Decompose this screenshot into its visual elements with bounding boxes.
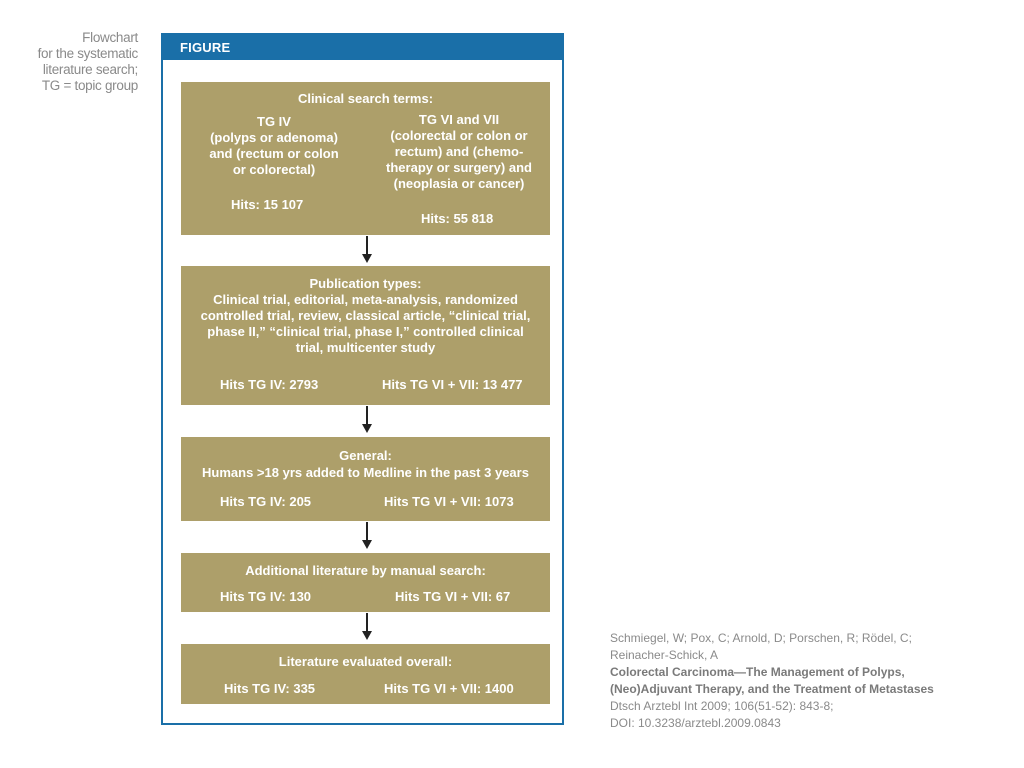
hits-tg-vi-vii: Hits TG VI + VII: 1400 (384, 681, 514, 696)
flow-arrow (362, 406, 372, 434)
flow-arrow (362, 236, 372, 264)
citation (610, 630, 1010, 732)
term-line: TG VI and VII (418, 112, 500, 127)
hits-tg-iv: Hits TG IV: 205 (220, 494, 312, 509)
flow-box-general (181, 437, 550, 521)
term-line: therapy or surgery) and (386, 160, 532, 175)
citation-title: (Neo)Adjuvant Therapy, and the Treatment of Metastases (610, 682, 934, 696)
term-line: TG IV (257, 114, 291, 129)
box-line: phase II,” “clinical trial, phase I,” controlled clinical (207, 324, 524, 339)
box-line: Humans >18 yrs added to Medline in the past 3 years (202, 465, 529, 480)
caption-line: TG = topic group (41, 78, 138, 93)
tg-vi-vii-terms (373, 112, 545, 192)
flow-arrow (362, 522, 372, 550)
flow-box-evaluated-overall (181, 644, 550, 704)
citation-title: Colorectal Carcinoma—The Management of Polyps, (610, 665, 905, 679)
caption-line: for the systematic (37, 46, 138, 61)
hits-tg-iv: Hits TG IV: 335 (224, 681, 316, 696)
hits-tg-vi-vii: Hits TG VI + VII: 67 (395, 589, 511, 604)
flow-box-publication-types (181, 266, 550, 405)
hits-tg-iv: Hits: 15 107 (231, 197, 304, 212)
term-line: or colorectal) (232, 162, 316, 177)
term-line: and (rectum or colon (209, 146, 339, 161)
hits-tg-iv: Hits TG IV: 130 (220, 589, 312, 604)
term-line: (polyps or adenoma) (210, 130, 338, 145)
figure-header: FIGURE (163, 35, 562, 60)
box-title: Additional literature by manual search: (245, 563, 486, 578)
term-line: rectum) and (chemo- (394, 144, 524, 159)
citation-doi: DOI: 10.3238/arztebl.2009.0843 (610, 716, 781, 730)
term-line: (neoplasia or cancer) (393, 176, 525, 191)
box-line: controlled trial, review, classical article, “clinical trial, (200, 308, 531, 323)
hits-tg-vi-vii: Hits: 55 818 (421, 211, 494, 226)
box-line: trial, multicenter study (295, 340, 436, 355)
citation-journal: Dtsch Arztebl Int 2009; 106(51-52): 843-8; (610, 699, 834, 713)
flow-arrow (362, 613, 372, 641)
box-title: Literature evaluated overall: (278, 654, 453, 669)
term-line: (colorectal or colon or (390, 128, 528, 143)
caption-line: literature search; (42, 62, 138, 77)
box-line: Publication types: (309, 276, 422, 291)
caption-line: Flowchart (82, 30, 138, 45)
flow-box-search-terms (181, 82, 550, 235)
flow-box-manual-search (181, 553, 550, 612)
box-line: General: (339, 448, 392, 463)
hits-tg-vi-vii: Hits TG VI + VII: 13 477 (382, 377, 523, 392)
citation-authors: Reinacher-Schick, A (610, 648, 719, 662)
citation-authors: Schmiegel, W; Pox, C; Arnold, D; Porschen, R; Rödel, C; (610, 631, 912, 645)
figure-caption (20, 30, 138, 94)
box-line: Clinical trial, editorial, meta-analysis, randomized (213, 292, 518, 307)
hits-tg-vi-vii: Hits TG VI + VII: 1073 (384, 494, 514, 509)
box-title: Clinical search terms: (297, 91, 434, 106)
hits-tg-iv: Hits TG IV: 2793 (220, 377, 319, 392)
tg-iv-terms (189, 114, 359, 178)
